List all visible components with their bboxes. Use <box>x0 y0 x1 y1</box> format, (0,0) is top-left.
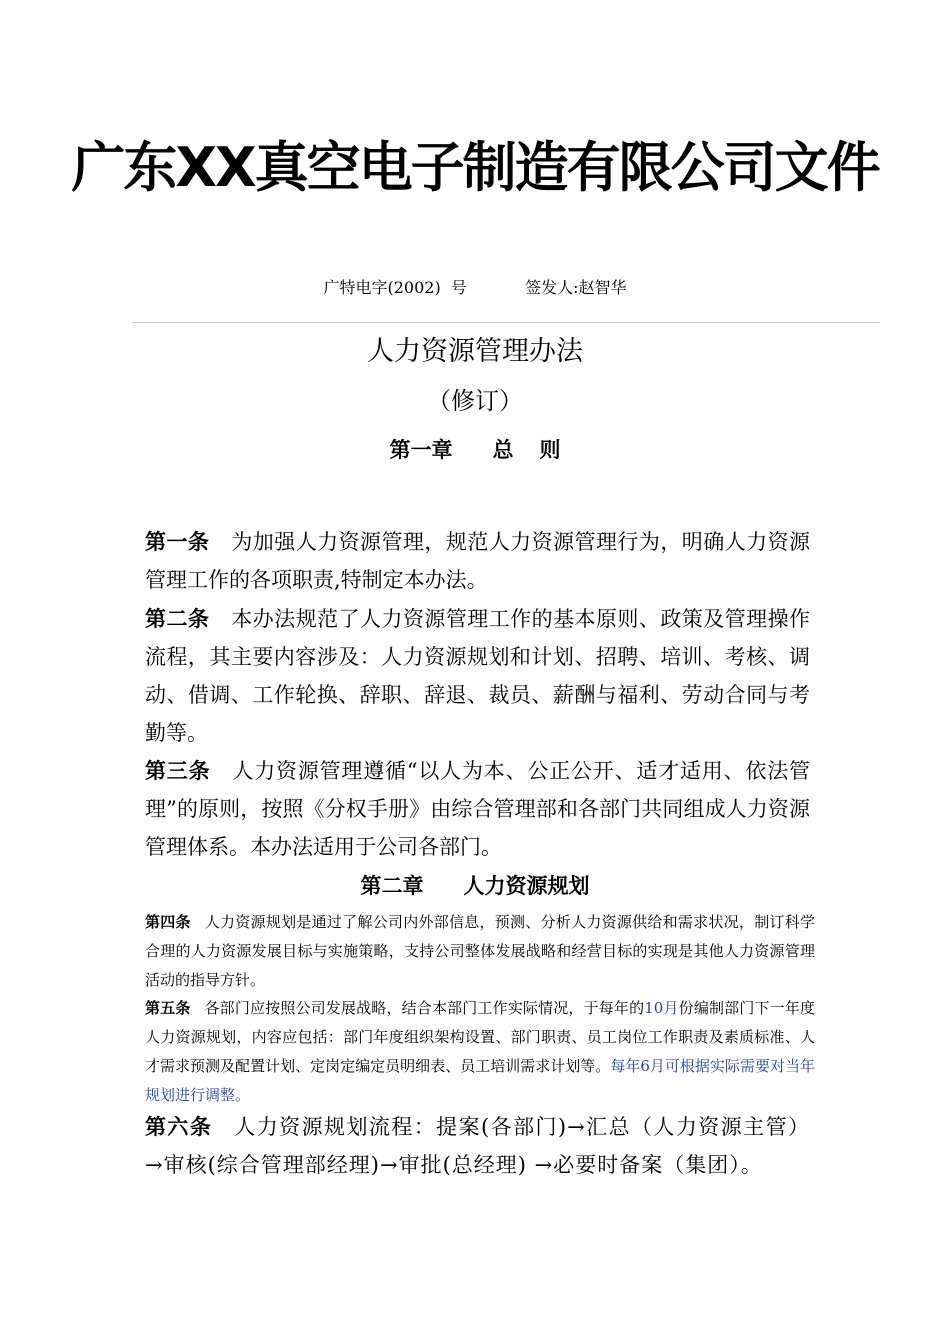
article-1-text: 为加强人力资源管理，规范人力资源管理行为，明确人力资源管理工作的各项职责,特制定本办法。 <box>145 530 811 592</box>
article-2-label: 第二条 <box>145 607 210 631</box>
article-1 <box>145 523 810 599</box>
article-2-text: 本办法规范了人力资源管理工作的基本原则、政策及管理操作流程，其主要内容涉及：人力资源规划和计划、招聘、培训、考核、调动、借调、工作轮换、辞职、辞退、裁员、薪酬与福利、劳动合同与考勤等。 <box>145 607 811 745</box>
article-5-label: 第五条 <box>145 999 191 1017</box>
header-divider <box>132 322 880 323</box>
article-5-text-after: 份编制部门下一年度人力资源规划，内容应包括：部门年度组织架构设置、部门职责、员工岗位工作职责及素质标准、人才需求预测及配置计划、定岗定编定员明细表、员工培训需求计划等。 <box>145 999 815 1075</box>
article-3-label: 第三条 <box>145 759 211 783</box>
document-number-line <box>0 276 950 300</box>
chapter-2-name: 人力资源规划 <box>463 874 590 898</box>
document-title: 广东XX真空电子制造有限公司文件 <box>71 136 879 199</box>
article-1-label: 第一条 <box>145 530 210 554</box>
regulation-subtitle: （修订） <box>427 387 523 415</box>
article-5-month: 10月 <box>644 999 679 1017</box>
article-6-text: 人力资源规划流程：提案(各部门)→汇总（人力资源主管）→审核(综合管理部经理)→审批(总经理) →必要时备案（集团）。 <box>145 1115 811 1177</box>
regulation-title: 人力资源管理办法 <box>367 336 583 367</box>
article-4-text: 人力资源规划是通过了解公司内外部信息，预测、分析人力资源供给和需求状况，制订科学合理的人力资源发展目标与实施策略，支持公司整体发展战略和经营目标的实现是其他人力资源管理活动的指导方针。 <box>145 913 815 989</box>
article-4-label: 第四条 <box>145 913 191 931</box>
chapter-1-name-part1: 总 <box>492 438 514 462</box>
article-5-text-before: 各部门应按照公司发展战略，结合本部门工作实际情况，于每年的 <box>204 999 645 1017</box>
article-4 <box>145 908 815 995</box>
chapter-2-heading <box>0 870 950 902</box>
chapter-1-heading <box>0 434 950 466</box>
article-5-note: 每年6月可根据实际需要对当年规划进行调整。 <box>145 1057 815 1104</box>
article-3-text: 人力资源管理遵循“以人为本、公正公开、适才适用、依法管理”的原则，按照《分权手册》由综合管理部和各部门共同组成人力资源管理体系。本办法适用于公司各部门。 <box>145 759 811 859</box>
chapter-2-number: 第二章 <box>360 874 424 898</box>
article-3 <box>145 752 810 866</box>
article-2 <box>145 600 810 752</box>
article-5 <box>145 994 815 1110</box>
document-number: 广特电字(2002) 号 <box>323 278 467 297</box>
article-6 <box>145 1108 810 1184</box>
article-6-label: 第六条 <box>145 1115 213 1139</box>
chapter-1-name-part2: 则 <box>539 438 561 462</box>
signer: 签发人:赵智华 <box>525 278 627 297</box>
chapter-1-number: 第一章 <box>389 438 453 462</box>
